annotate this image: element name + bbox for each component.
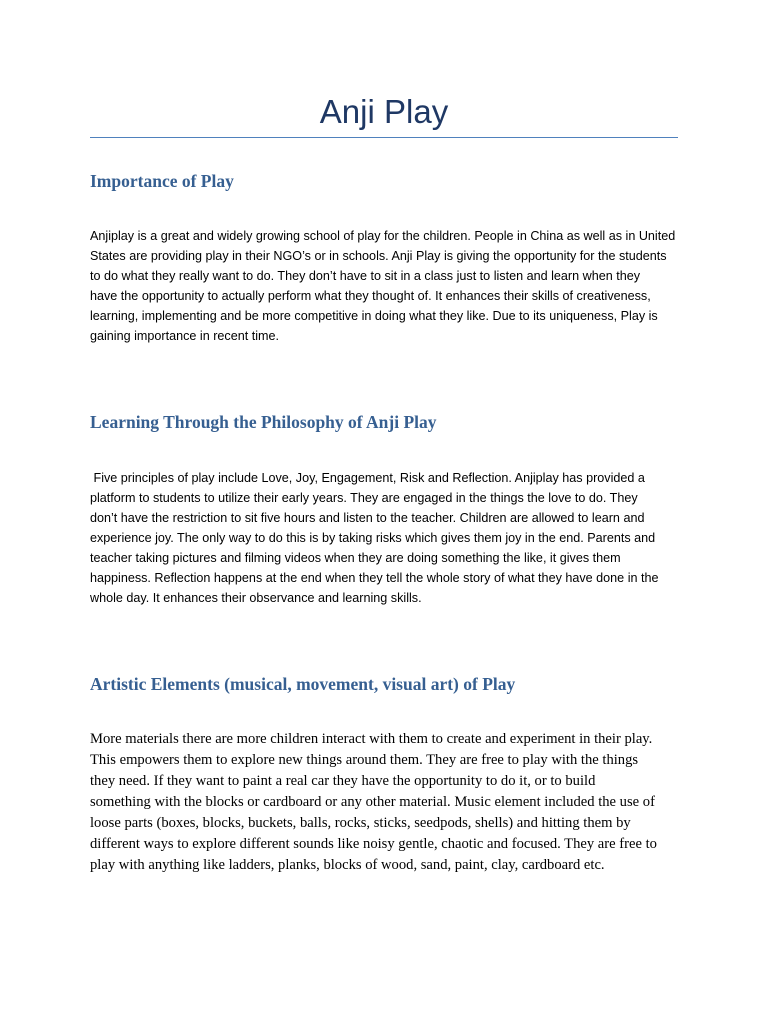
paragraph-line: Anjiplay is a great and widely growing school of play for the children. People in China as well as in United	[90, 229, 676, 243]
paragraph-line: gaining importance in recent time.	[90, 329, 280, 343]
paragraph-line: States are providing play in their NGO’s or in schools. Anji Play is giving the opportunity for the students	[90, 249, 667, 263]
paragraph-line: play with anything like ladders, planks, blocks of wood, sand, paint, clay, cardboard etc.	[90, 857, 605, 873]
section-heading-learning-philosophy: Learning Through the Philosophy of Anji Play	[90, 412, 437, 432]
paragraph-line: different ways to explore different sounds like noisy gentle, chaotic and focused. They are free to	[90, 836, 657, 852]
section-paragraph-artistic-elements	[90, 729, 680, 876]
paragraph-line: have the opportunity to actually perform what they thought of. It enhances their skills of creativeness,	[90, 289, 651, 303]
section-paragraph-learning-philosophy	[90, 468, 680, 608]
section-paragraph-importance-of-play	[90, 226, 680, 346]
paragraph-line: This empowers them to explore new things around them. They are free to play with the things	[90, 752, 639, 768]
paragraph-line: don’t have the restriction to sit five hours and listen to the teacher. Children are allowed to learn and	[90, 511, 645, 525]
paragraph-line: More materials there are more children interact with them to create and experiment in their play.	[90, 731, 653, 747]
paragraph-line: platform to students to utilize their early years. They are engaged in the things the love to do. They	[90, 491, 638, 505]
title-underline	[90, 137, 678, 138]
paragraph-line: teacher taking pictures and filming videos when they are doing something the like, it gives them	[90, 551, 621, 565]
section-heading-importance-of-play: Importance of Play	[90, 171, 234, 191]
paragraph-line: to do what they really want to do. They don’t have to sit in a class just to listen and learn when they	[90, 269, 641, 283]
paragraph-line: learning, implementing and be more competitive in doing what they like. Due to its uniqueness, Play is	[90, 309, 658, 323]
paragraph-line: experience joy. The only way to do this is by taking risks which gives them joy in the end. Parents and	[90, 531, 656, 545]
paragraph-line: something with the blocks or cardboard or any other material. Music element included the use of	[90, 794, 655, 810]
paragraph-line: Five principles of play include Love, Joy, Engagement, Risk and Reflection. Anjiplay has provided a	[90, 471, 645, 485]
section-heading-artistic-elements: Artistic Elements (musical, movement, visual art) of Play	[90, 674, 516, 694]
paragraph-line: whole day. It enhances their observance and learning skills.	[90, 591, 422, 605]
document-title: Anji Play	[319, 93, 449, 130]
paragraph-line: they need. If they want to paint a real car they have the opportunity to do it, or to build	[90, 773, 596, 789]
paragraph-line: happiness. Reflection happens at the end when they tell the whole story of what they have done in the	[90, 571, 659, 585]
paragraph-line: loose parts (boxes, blocks, buckets, balls, rocks, sticks, seedpods, shells) and hitting them by	[90, 815, 631, 831]
